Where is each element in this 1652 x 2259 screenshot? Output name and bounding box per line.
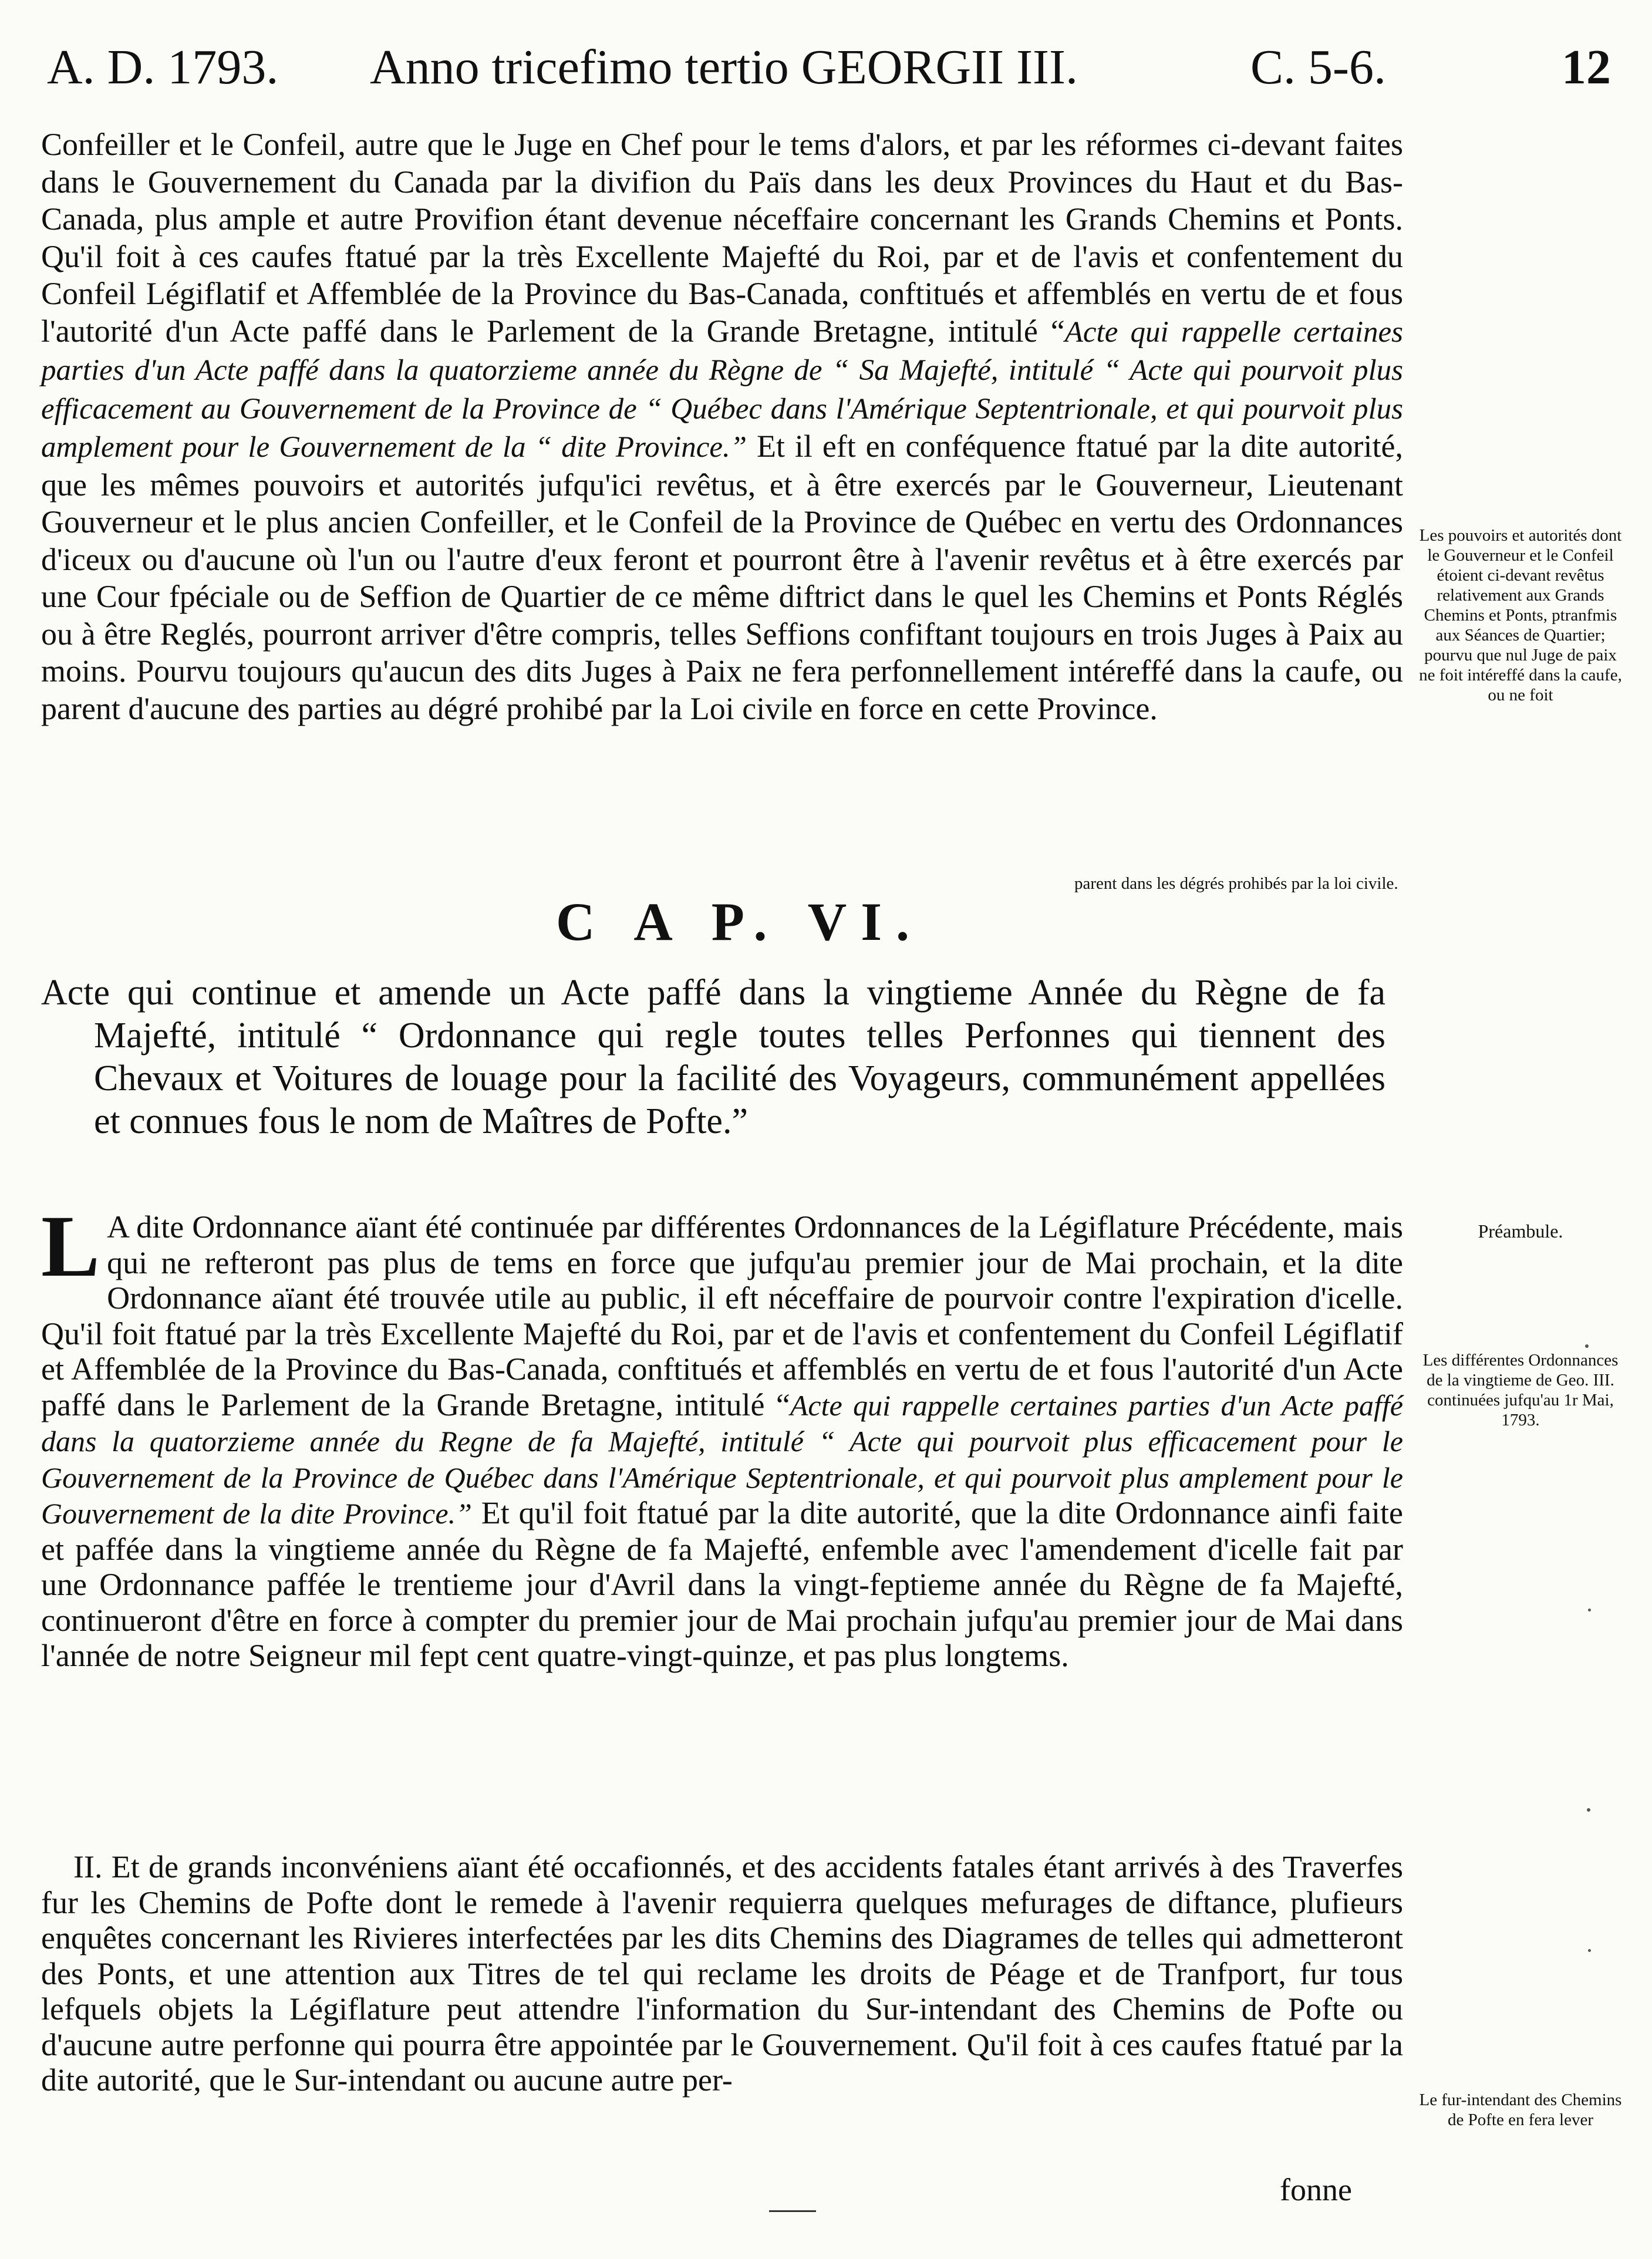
header-year: A. D. 1793.: [47, 40, 279, 95]
margin-note-surintendant: Le fur-intendant des Chemins de Pofte en fera lever: [1419, 2091, 1622, 2129]
paragraph-text-part: Confeiller et le Confeil, autre que le Juge en Chef pour le tems d'alors, et par les réformes ci-devant faites dans le Gouvernement du Canada par la divifion du Païs dans les deux Provinces du Haut et du Bas-Canada, plus ample et autre Provifion étant devenue néceffaire concernant les Grands Chemins et Ponts. Qu'il foit à ces caufes ftatué par la très Excellente Majefté du Roi, par et de l'avis et confentement du Confeil Légiflatif et Affemblée de la Province du Bas-Canada, conftitués et affemblés en vertu de et fous l'autorité d'un Acte paffé dans le Parlement de la Grande Bretagne, intitulé “: [41, 127, 1403, 349]
margin-note-ordonnances: Les différentes Ordonnances de la vingtieme de Geo. III. continuées jufqu'au 1r Mai, 1793.: [1422, 1351, 1619, 1429]
footer-rule: [769, 2210, 816, 2212]
margin-note-pouvoirs-tail: parent dans les dégrés prohibés par la loi civile.: [1074, 874, 1398, 893]
margin-note-pouvoirs: Les pouvoirs et autorités dont le Gouverneur et le Confeil étoient ci-devant revêtus relativement aux Grands Chemins et Ponts, ptranfmis aux Séances de Quartier; pourvu que nul Juge de paix ne foit intéreffé dans la caufe, ou ne foit: [1419, 526, 1622, 704]
paragraph-text: II. Et de grands inconvéniens aïant été occafionnés, et des accidents fatales étant arrivés à des Traverfes fur les Chemins de Pofte dont le remede à l'avenir requierra quelques mefurages de diftance, plufieurs enquêtes concernant les Rivieres interfectées par les dits Chemins des Diagrames de telles qui admetteront des Ponts, et une attention aux Titres de tel qui reclame les droits de Péage et de Tranfport, fur tous lefquels objets la Légiflature peut attendre l'information du Sur-intendant des Chemins de Pofte ou d'aucune autre perfonne qui pourra être appointée par le Gouvernement. Qu'il foit à ces caufes ftatué par la dite autorité, que le Sur-intendant ou aucune autre per-: [41, 1849, 1403, 2098]
paragraph-text-part: A dite Ordonnance aïant été continuée par différentes Ordonnances de la Légiflature Précédente, mais qui ne refteront pas plus de tems en force que jufqu'au premier jour de Mai prochain, et la dite Ordonnance aïant été trouvée utile au public, il eft néceffaire de pourvoir contre l'expiration d'icelle. Qu'il foit ftatué par la très Excellente Majefté du Roi, par et de l'avis et confentement du Confeil Légiflatif et Affemblée de la Province du Bas-Canada, conftitués et affemblés en vertu de et fous l'autorité d'un Acte paffé dans le Parlement de la Grande Bretagne, intitulé “: [41, 1209, 1403, 1422]
header-chapter: C. 5-6.: [1250, 40, 1386, 95]
paragraph-text: [41, 126, 1403, 727]
act-title: Acte qui continue et amende un Acte paffé dans la vingtieme Année du Règne de fa Majefté, intitulé “ Ordonnance qui regle toutes telles Perfonnes qui tiennent des Chevaux et Voitures de louage pour la facilité des Voyageurs, communément appellées et connues fous le nom de Maîtres de Pofte.”: [41, 973, 1385, 1141]
print-speck: [1588, 1609, 1591, 1611]
print-speck: [1585, 1344, 1589, 1348]
paragraph-section-ii: [41, 1849, 1403, 2098]
paragraph-text-part: Et il eft en conféquence ftatué par la dite autorité, que les mêmes pouvoirs et autorités jufqu'ici revêtus, et à être exercés par le Gouverneur, Lieutenant Gouverneur et le plus ancien Confeiller, et le Confeil de la Province de Québec en vertu des Ordonnances d'iceux ou d'aucune où l'un ou l'autre d'eux feront et pourront être à l'avenir revêtus et à être exercés par une Cour fpéciale ou de Seffion de Quartier de ce même diftrict dans le quel les Chemins et Ponts Réglés ou à être Reglés, pourront arriver d'être compris, telles Seffions confiftant toujours en trois Juges à Paix au moins. Pourvu toujours qu'aucun des dits Juges à Paix ne fera perfonnellement intéreffé dans la caufe, ou parent d'aucune des parties au dégré prohibé par la Loi civile en force en cette Province.: [41, 429, 1403, 726]
paragraph-text: [41, 1198, 1403, 1674]
print-speck: [1588, 1949, 1591, 1952]
quoted-act-title: Acte qui rappelle certaines parties d'un Acte paffé dans la quatorzieme année du Règne de “ Sa Majefté, intitulé “ Acte qui pourvoit plus efficacement au Gouvernement de la Province de “ Québec dans l'Amérique Septentrionale, et qui pourvoit plus amplement pour le Gouvernement de la “ dite Province.”: [41, 315, 1403, 464]
paragraph-cap-v-continued: [41, 126, 1403, 727]
quoted-act-title: Acte qui rappelle certaines parties d'un Acte paffé dans la quatorzieme année du Regne de fa Majefté, intitulé “ Acte qui pourvoit plus efficacement pour le Gouvernement de la Province de Québec dans l'Amérique Septentrionale, et qui pourvoit plus amplement pour le Gouvernement de la dite Province.”: [41, 1388, 1403, 1530]
header-title: Anno tricefimo tertio GEORGII III.: [370, 40, 1078, 95]
catchword: fonne: [1280, 2172, 1352, 2207]
chapter-heading: C A P. VI.: [555, 892, 924, 952]
page-number: 12: [1562, 40, 1611, 95]
running-header: [41, 35, 1626, 100]
margin-note-preambule: Préambule.: [1478, 1220, 1563, 1242]
drop-cap: L: [41, 1198, 100, 1295]
paragraph-preamble: [41, 1198, 1403, 1674]
print-speck: [1587, 1808, 1590, 1812]
paragraph-text-part: Et qu'il foit ftatué par la dite autorité, que la dite Ordonnance ainfi faite et paffée dans la vingtieme année du Règne de fa Majefté, enfemble avec l'amendement d'icelle fait par une Ordonnance paffée le trentieme jour d'Avril dans la vingt-feptieme année du Règne de fa Majefté, continueront d'être en force à compter du premier jour de Mai prochain jufqu'au premier jour de Mai dans l'année de notre Seigneur mil fept cent quatre-vingt-quinze, et pas plus longtems.: [41, 1495, 1403, 1673]
